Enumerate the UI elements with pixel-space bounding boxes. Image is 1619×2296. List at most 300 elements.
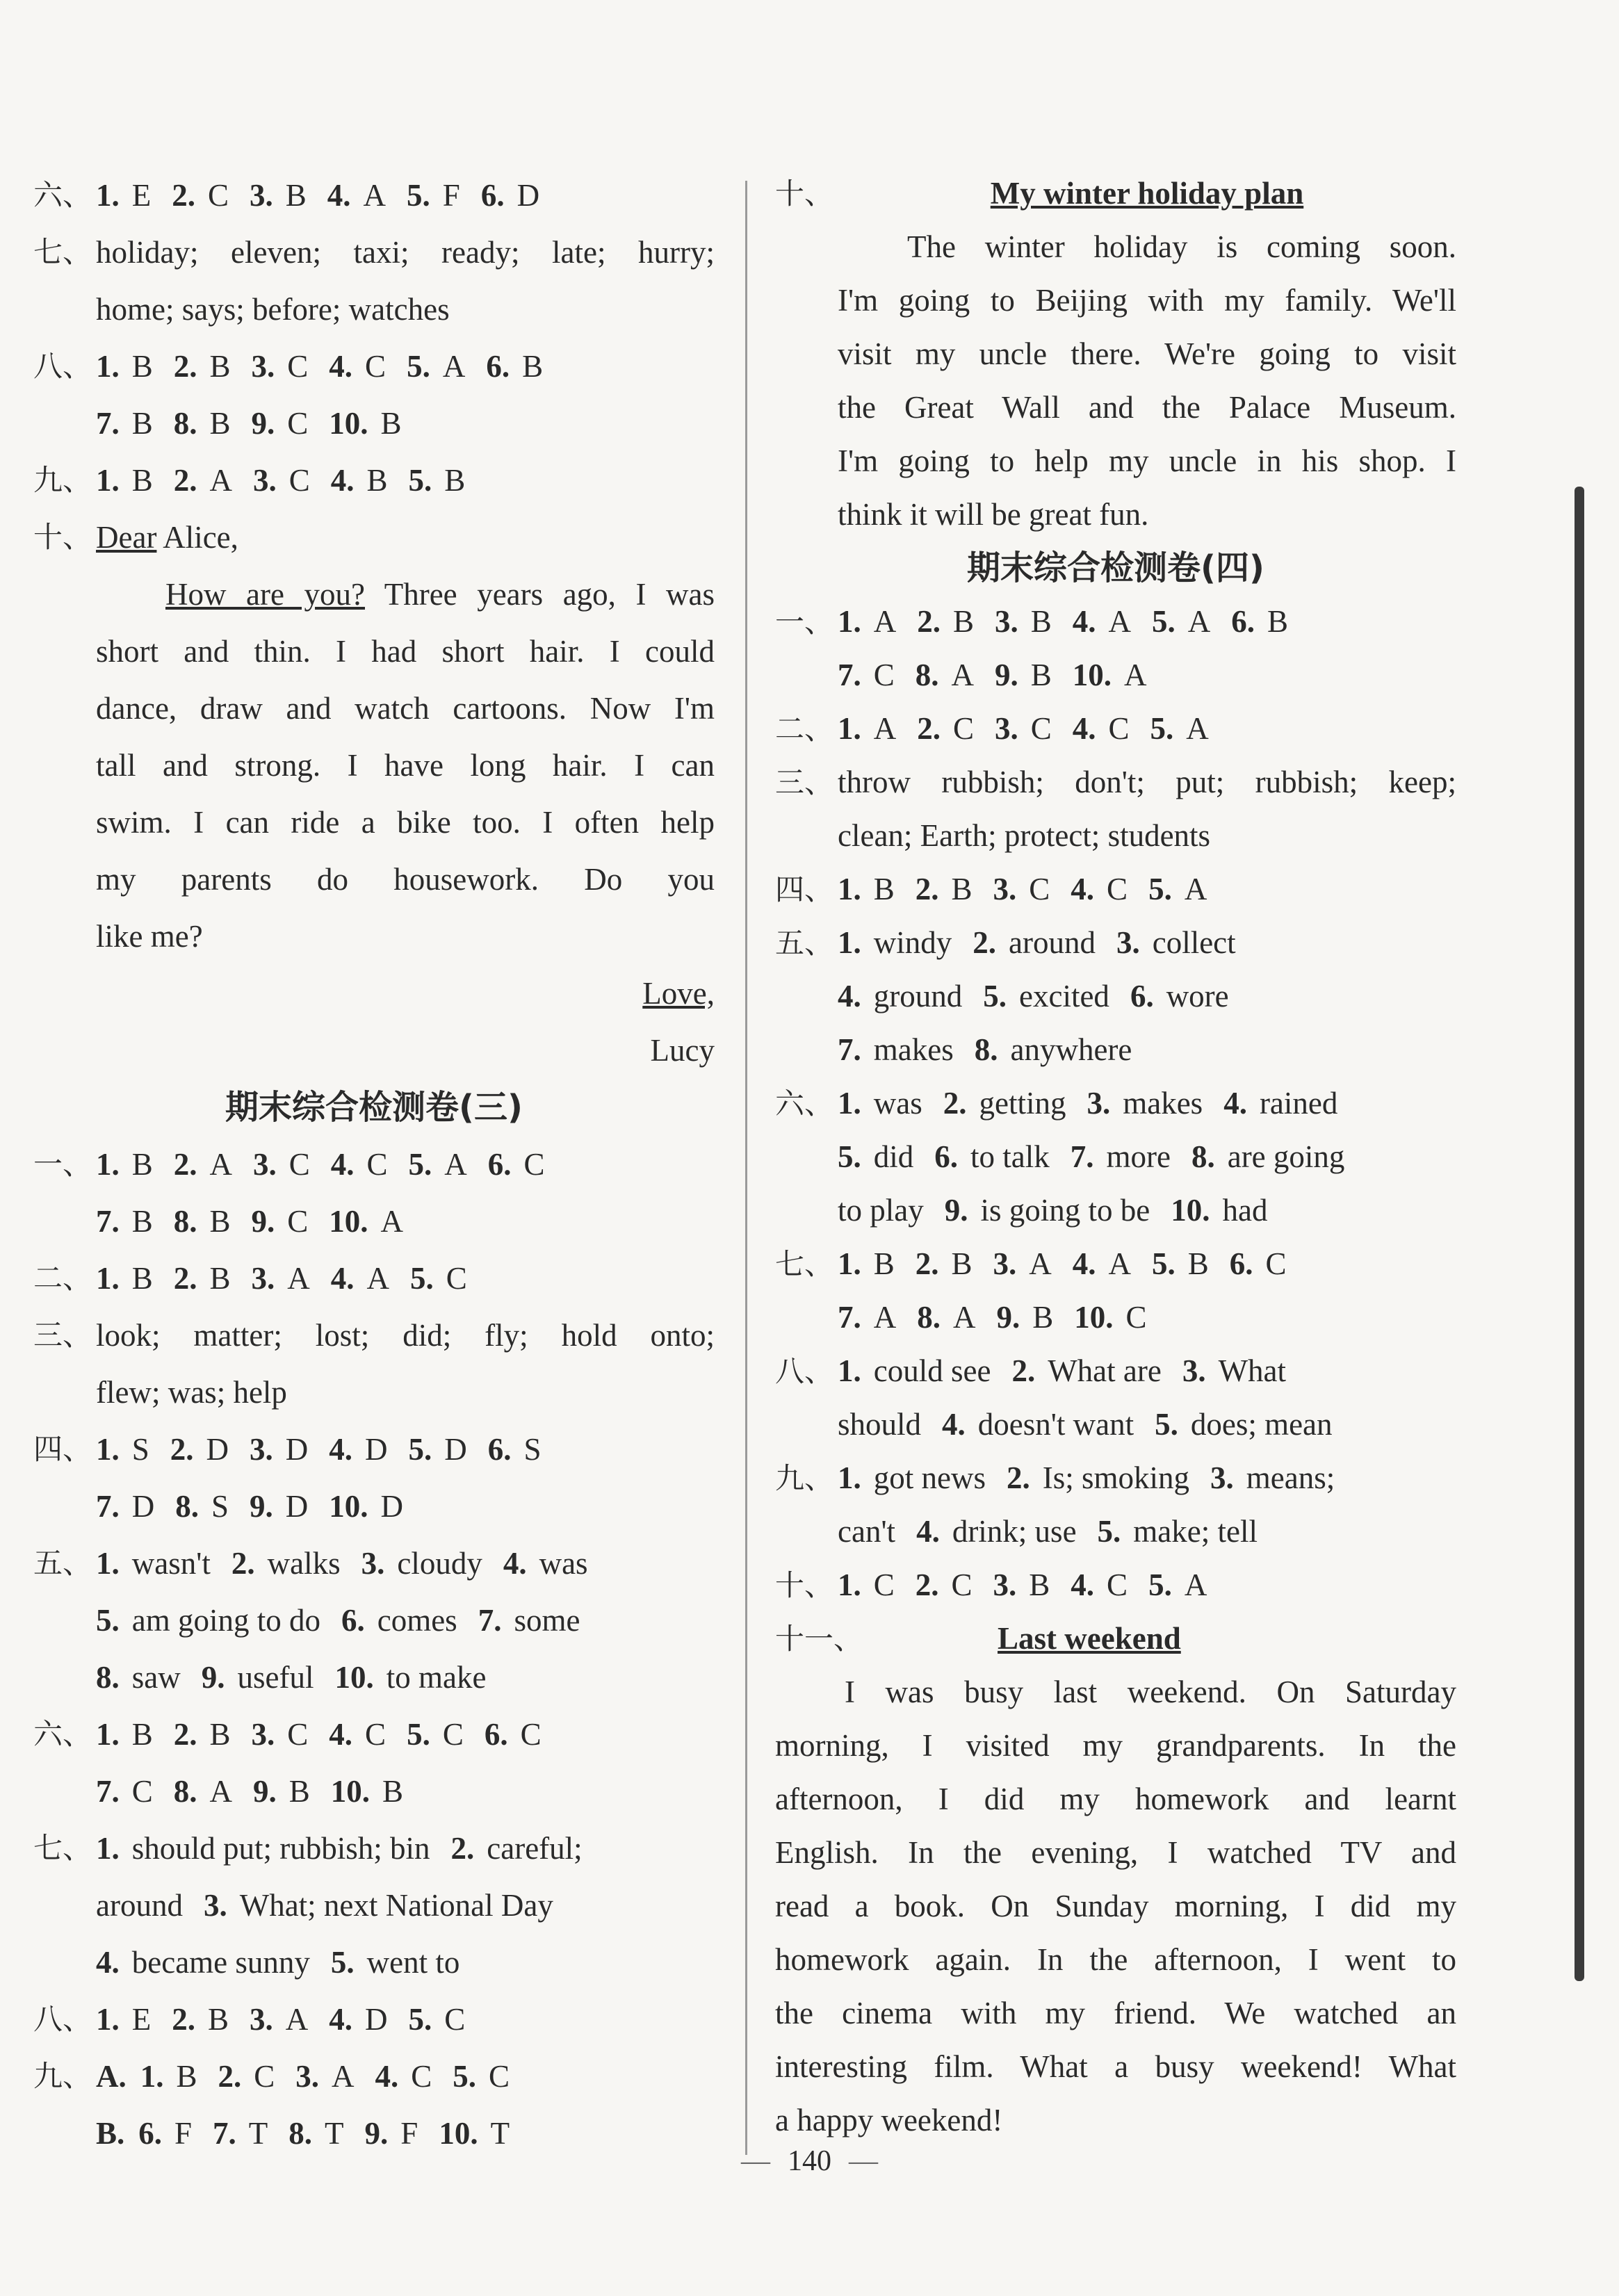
answer-value: A	[332, 2059, 355, 2094]
answer-number: 4.	[330, 1261, 355, 1296]
answer-item	[1210, 1451, 1335, 1505]
answer-value: ground	[873, 979, 963, 1013]
answer-item	[250, 167, 307, 224]
answer-item	[942, 1398, 1134, 1451]
answer-text: flew; was; help	[96, 1375, 287, 1410]
answer-value: T	[325, 2116, 344, 2151]
section-number: 九、	[33, 463, 92, 497]
answer-text: clean; Earth; protect; students	[838, 818, 1211, 853]
section-number: 六、	[775, 1086, 834, 1121]
answer-item	[838, 1291, 896, 1344]
answer-item	[488, 1421, 542, 1478]
answer-number: 4.	[329, 1432, 353, 1467]
answer-list-cont	[33, 1763, 715, 1820]
section-number: 十、	[775, 1568, 834, 1602]
answer-value: make; tell	[1133, 1514, 1258, 1549]
answer-number: 10.	[330, 1774, 371, 1809]
answer-item	[250, 1421, 308, 1478]
answer-number: 2.	[173, 1261, 197, 1296]
answer-number: 10.	[329, 1204, 368, 1239]
answer-number: 3.	[253, 463, 277, 498]
answer-list	[96, 1592, 601, 1649]
answer-list	[838, 916, 1257, 970]
answer-item	[96, 1478, 154, 1535]
answer-item	[838, 1558, 895, 1612]
t4-section-3	[775, 756, 1456, 809]
answer-number: 9.	[253, 1774, 277, 1809]
answer-value: E	[131, 2002, 152, 2037]
answer-number: 5.	[838, 1139, 861, 1174]
answer-list	[945, 1184, 1289, 1237]
answer-number: 5.	[1097, 1514, 1121, 1549]
answer-value: A	[363, 178, 387, 213]
answer-number: 5.	[407, 349, 430, 384]
answer-list	[96, 452, 486, 509]
answer-value: should put; rubbish; bin	[131, 1831, 430, 1866]
answer-text: around	[96, 1888, 183, 1923]
section-number: 四、	[775, 872, 834, 906]
answer-number: 2.	[173, 1717, 197, 1752]
answer-item	[96, 1820, 430, 1877]
answer-item	[253, 1136, 310, 1193]
answer-item	[838, 970, 962, 1023]
answer-item	[96, 1934, 310, 1991]
answer-value: C	[1029, 872, 1050, 906]
answer-number: 4.	[329, 349, 353, 384]
answer-value: C	[1030, 711, 1052, 746]
answer-item	[96, 1535, 211, 1592]
answer-value: walks	[267, 1546, 341, 1581]
answer-item	[916, 1237, 973, 1291]
answer-item	[1230, 1237, 1287, 1291]
answer-value: B	[951, 1246, 973, 1281]
answer-number: 6.	[341, 1603, 365, 1638]
t4-section-10	[775, 1558, 1456, 1612]
section-8	[33, 338, 715, 395]
answer-number: 4.	[1071, 872, 1095, 906]
section-number: 七、	[33, 235, 92, 269]
answer-item	[1150, 702, 1209, 756]
answer-item	[1098, 1505, 1258, 1558]
answer-value: B	[131, 349, 153, 384]
answer-number: 2.	[450, 1831, 475, 1866]
answer-number: 4.	[1072, 1246, 1096, 1281]
answer-number: 3.	[993, 1568, 1017, 1602]
answer-value: anywhere	[1010, 1032, 1132, 1067]
letter-signature: Lucy	[650, 1033, 715, 1068]
answer-number: 2.	[173, 349, 197, 384]
answer-list	[204, 1877, 574, 1934]
t3-section-8	[33, 1991, 715, 2048]
answer-value: C	[254, 2059, 275, 2094]
answer-item	[329, 1193, 403, 1250]
answer-value: became sunny	[131, 1945, 310, 1980]
answer-value: E	[131, 178, 152, 213]
test3-title: 期末综合检测卷(三)	[225, 1088, 523, 1127]
answer-number: 4.	[329, 2002, 353, 2037]
answer-number: 8.	[173, 1774, 197, 1809]
answer-value: C	[951, 1568, 973, 1602]
answer-number: 9.	[944, 1193, 968, 1228]
answer-number: 3.	[251, 349, 275, 384]
answer-item	[917, 702, 974, 756]
answer-value: T	[248, 2116, 268, 2151]
answer-item	[331, 1934, 459, 1991]
essay-body	[775, 1666, 1456, 2147]
answer-number: 2.	[917, 604, 941, 639]
section-number: 五、	[775, 926, 834, 960]
answer-number: 6.	[480, 178, 505, 213]
answer-list	[96, 1706, 562, 1763]
answer-number: 3.	[1210, 1460, 1234, 1495]
answer-value: B	[209, 406, 231, 441]
answer-list-cont	[775, 970, 1456, 1023]
answer-value: A	[1108, 604, 1132, 639]
answer-number: 1.	[838, 1460, 861, 1495]
answer-list	[96, 1991, 486, 2048]
answer-number: 6.	[487, 1147, 512, 1182]
answer-value: makes	[873, 1032, 954, 1067]
answer-value: C	[1108, 711, 1130, 746]
answer-list	[96, 1820, 603, 1877]
answer-item	[175, 1478, 229, 1535]
answer-item	[917, 595, 974, 649]
answer-number: 8.	[173, 1204, 197, 1239]
essay-line: a happy weekend!	[775, 2103, 1003, 2138]
answer-number: 2.	[172, 178, 195, 213]
answer-number: 1.	[838, 1353, 861, 1388]
answer-value: B	[131, 463, 153, 498]
answer-value: C	[411, 2059, 432, 2094]
answer-value: B	[1030, 658, 1052, 692]
answer-value: collect	[1152, 925, 1236, 960]
answer-list	[838, 1558, 1228, 1612]
answer-value: C	[1107, 1568, 1128, 1602]
letter-greeting	[96, 509, 238, 566]
answer-number: 4.	[330, 463, 355, 498]
t3-section-6	[33, 1706, 715, 1763]
answer-list-cont	[33, 1877, 715, 1934]
answer-number: 7.	[838, 1032, 861, 1067]
answer-value: S	[131, 1432, 149, 1467]
answer-value: was	[873, 1086, 922, 1121]
answer-item	[96, 395, 153, 452]
answer-value: A	[1184, 1568, 1207, 1602]
answer-list-cont	[775, 1184, 1456, 1237]
section-number: 一、	[775, 605, 834, 639]
answer-number: 3.	[995, 711, 1018, 746]
essay-line: afternoon, I did my homework and learnt	[775, 1782, 1456, 1816]
answer-number: 4.	[96, 1945, 120, 1980]
answer-item	[329, 1991, 387, 2048]
answer-item	[253, 1763, 310, 1820]
answer-item	[96, 452, 153, 509]
answer-value: C	[288, 1147, 310, 1182]
answer-value: could see	[873, 1353, 991, 1388]
answer-value: excited	[1019, 979, 1109, 1013]
answer-number: 4.	[1071, 1568, 1095, 1602]
answer-value: What	[1218, 1353, 1287, 1388]
answer-list	[838, 1451, 1356, 1505]
answer-value: A	[209, 463, 233, 498]
answer-number: 1.	[96, 349, 120, 384]
answer-number: 3.	[1116, 925, 1140, 960]
answer-item	[140, 2048, 197, 2105]
answer-item	[838, 1451, 986, 1505]
answer-item	[1116, 916, 1236, 970]
answer-number: 5.	[983, 979, 1007, 1013]
answer-value: C	[365, 1717, 387, 1752]
answer-value: went to	[366, 1945, 460, 1980]
section-number: 二、	[775, 712, 834, 746]
answer-number: 5.	[453, 2059, 477, 2094]
answer-number: 3.	[251, 1717, 275, 1752]
answer-list	[96, 1478, 424, 1535]
answer-item	[1074, 1291, 1146, 1344]
section-number: 九、	[775, 1461, 834, 1495]
answer-value: A	[1108, 1246, 1132, 1281]
answer-item	[1148, 1558, 1207, 1612]
answer-number: 5.	[1152, 604, 1175, 639]
answer-value: A	[1124, 658, 1147, 692]
section-number: 八、	[775, 1354, 834, 1388]
answer-value: B	[209, 1204, 231, 1239]
answer-number: 9.	[996, 1300, 1020, 1335]
answer-number: 7.	[1070, 1139, 1094, 1174]
answer-value: B	[1032, 1300, 1054, 1335]
answer-number: 3.	[253, 1147, 277, 1182]
letter-underlined: How are you?	[165, 577, 365, 612]
answer-number: 5.	[407, 1717, 430, 1752]
answer-item	[916, 1558, 973, 1612]
answer-item	[329, 1478, 403, 1535]
answer-value: C	[366, 1147, 388, 1182]
answer-number: 3.	[250, 1432, 273, 1467]
answer-list	[96, 1421, 562, 1478]
answer-number: 10.	[1074, 1300, 1114, 1335]
answer-item	[838, 595, 896, 649]
answer-value: got news	[873, 1460, 986, 1495]
answer-item	[485, 1706, 542, 1763]
essay-title: My winter holiday plan	[990, 176, 1304, 211]
answer-value: comes	[377, 1603, 457, 1638]
answer-value: A	[1186, 711, 1209, 746]
answer-number: 1.	[96, 463, 120, 498]
letter-line: short and thin. I had short hair. I could	[96, 634, 715, 669]
essay-line: think it will be great fun.	[838, 497, 1149, 532]
answer-item	[1071, 863, 1128, 916]
answer-item	[838, 702, 896, 756]
answer-value: to talk	[970, 1139, 1050, 1174]
answer-value: C	[131, 1774, 153, 1809]
answer-value: C	[873, 1568, 895, 1602]
answer-number: 2.	[943, 1086, 967, 1121]
answer-number: 9.	[201, 1660, 225, 1695]
answer-number: 10.	[334, 1660, 374, 1695]
answer-number: 4.	[329, 1717, 353, 1752]
answer-item	[488, 1136, 545, 1193]
answer-value: S	[523, 1432, 542, 1467]
answer-value: B	[380, 406, 402, 441]
answer-number: 4.	[1072, 711, 1096, 746]
answer-number: 5.	[410, 1261, 434, 1296]
answer-value: C	[446, 1261, 467, 1296]
answer-list	[838, 1237, 1308, 1291]
answer-item	[1152, 595, 1210, 649]
answer-number: 7.	[96, 406, 120, 441]
answer-list-cont	[33, 1649, 715, 1706]
answer-item	[481, 167, 539, 224]
answer-number: 8.	[173, 406, 197, 441]
answer-number: 2.	[172, 2002, 195, 2037]
answer-item	[917, 1291, 975, 1344]
answer-value: C	[953, 711, 975, 746]
letter-line: like me?	[96, 919, 203, 954]
answer-list-cont	[33, 1592, 715, 1649]
answer-item	[1148, 863, 1207, 916]
answer-number: 9.	[995, 658, 1018, 692]
answer-number: 3.	[251, 1261, 275, 1296]
t3-section-9	[33, 2048, 715, 2105]
answer-item	[329, 1421, 387, 1478]
answer-value: C	[287, 1204, 309, 1239]
essay-line: the Great Wall and the Palace Museum.	[838, 390, 1456, 425]
answer-list	[96, 167, 560, 224]
answer-item	[174, 1250, 231, 1307]
answer-list	[838, 702, 1230, 756]
answer-item	[916, 649, 974, 702]
answer-item	[1152, 1237, 1209, 1291]
answer-item	[174, 338, 231, 395]
answer-number: 3.	[250, 178, 273, 213]
answer-value: B	[209, 1261, 231, 1296]
essay-line: the cinema with my friend. We watched an	[775, 1996, 1456, 2030]
answer-number: 6.	[934, 1139, 959, 1174]
answer-text: home; says; before; watches	[96, 292, 450, 327]
answer-value: wore	[1166, 979, 1229, 1013]
answer-number: 1.	[838, 604, 861, 639]
answer-item	[1182, 1344, 1286, 1398]
answer-text: throw rubbish; don't; put; rubbish; keep;	[838, 765, 1456, 799]
section-number: 七、	[33, 1831, 92, 1865]
section-number: 四、	[33, 1432, 92, 1466]
answer-number: 7.	[96, 1489, 120, 1524]
answer-value: B	[1030, 604, 1052, 639]
answer-value: B	[953, 604, 975, 639]
section-number: 七、	[775, 1247, 834, 1281]
answer-value: B	[131, 1717, 153, 1752]
answer-number: 6.	[1229, 1246, 1253, 1281]
answer-number: 2.	[1007, 1460, 1030, 1495]
answer-number: 10.	[329, 406, 368, 441]
answer-number: 5.	[407, 178, 430, 213]
right-column	[775, 167, 1456, 2147]
answer-item	[96, 1193, 153, 1250]
section-number: 二、	[33, 1261, 92, 1295]
answer-number: 1.	[96, 1261, 120, 1296]
answer-value: are going	[1227, 1139, 1345, 1174]
essay-line: I'm going to help my uncle in his shop. I	[838, 443, 1456, 478]
answer-item	[204, 1877, 553, 1934]
answer-item	[993, 1237, 1052, 1291]
answer-number: 5.	[408, 2002, 432, 2037]
answer-item	[334, 1649, 486, 1706]
answer-list	[96, 1934, 480, 1991]
answer-number: 5.	[96, 1603, 120, 1638]
answer-value: some	[514, 1603, 580, 1638]
answer-value: C	[1125, 1300, 1147, 1335]
answer-value: A	[873, 604, 897, 639]
answer-number: 5.	[330, 1945, 355, 1980]
answer-item	[453, 2048, 510, 2105]
answer-value: C	[873, 658, 895, 692]
answer-number: 6.	[1231, 604, 1255, 639]
answer-number: 1.	[838, 1246, 861, 1281]
answer-number: 1.	[838, 1086, 861, 1121]
answer-value: careful;	[487, 1831, 583, 1866]
answer-number: 1.	[96, 178, 120, 213]
answer-item	[252, 1706, 309, 1763]
answer-number: 7.	[96, 1204, 120, 1239]
section-number: 六、	[33, 178, 92, 212]
answer-number: 3.	[993, 872, 1017, 906]
answer-item	[96, 1592, 320, 1649]
answer-value: A	[951, 658, 975, 692]
answer-text: look; matter; lost; did; fly; hold onto;	[96, 1318, 715, 1353]
section-number: 十一、	[775, 1622, 863, 1656]
answer-number: 9.	[251, 406, 275, 441]
answer-number: 2.	[973, 925, 996, 960]
answer-list	[96, 1649, 507, 1706]
answer-number: 3.	[1182, 1353, 1206, 1388]
answer-list-cont	[775, 649, 1456, 702]
answer-value: B	[1267, 604, 1289, 639]
answer-number: 4.	[942, 1407, 966, 1442]
answer-number: 6.	[1130, 979, 1154, 1013]
letter-line: swim. I can ride a bike too. I often help	[96, 805, 715, 840]
t3-section-2	[33, 1250, 715, 1307]
answer-list	[140, 2048, 530, 2105]
answer-list-cont	[33, 395, 715, 452]
answer-item	[96, 1136, 153, 1193]
part-label: A.	[96, 2059, 127, 2094]
answer-value: does; mean	[1190, 1407, 1333, 1442]
essay-line: English. In the evening, I watched TV and	[775, 1835, 1456, 1870]
answer-item	[174, 395, 231, 452]
t4-section-2	[775, 702, 1456, 756]
answer-value: B	[131, 1261, 153, 1296]
answer-item	[174, 1193, 231, 1250]
answer-value: makes	[1123, 1086, 1203, 1121]
answer-item	[329, 395, 401, 452]
left-column	[33, 167, 715, 2162]
answer-item	[838, 1130, 913, 1184]
answer-list	[838, 1291, 1168, 1344]
answer-number: 3.	[993, 1246, 1017, 1281]
answer-value: B	[873, 1246, 895, 1281]
answer-item	[838, 1077, 922, 1130]
answer-item	[934, 1130, 1049, 1184]
section-number: 一、	[33, 1147, 92, 1181]
letter-line: dance, draw and watch cartoons. Now I'm	[96, 691, 715, 726]
answer-number: 6.	[486, 349, 510, 384]
answer-value: did	[873, 1139, 914, 1174]
answer-text: to play	[838, 1193, 924, 1228]
answer-value: windy	[873, 925, 952, 960]
answer-item	[451, 1820, 583, 1877]
answer-list	[838, 970, 1250, 1023]
essay-line: The winter holiday is coming soon.	[907, 229, 1456, 264]
